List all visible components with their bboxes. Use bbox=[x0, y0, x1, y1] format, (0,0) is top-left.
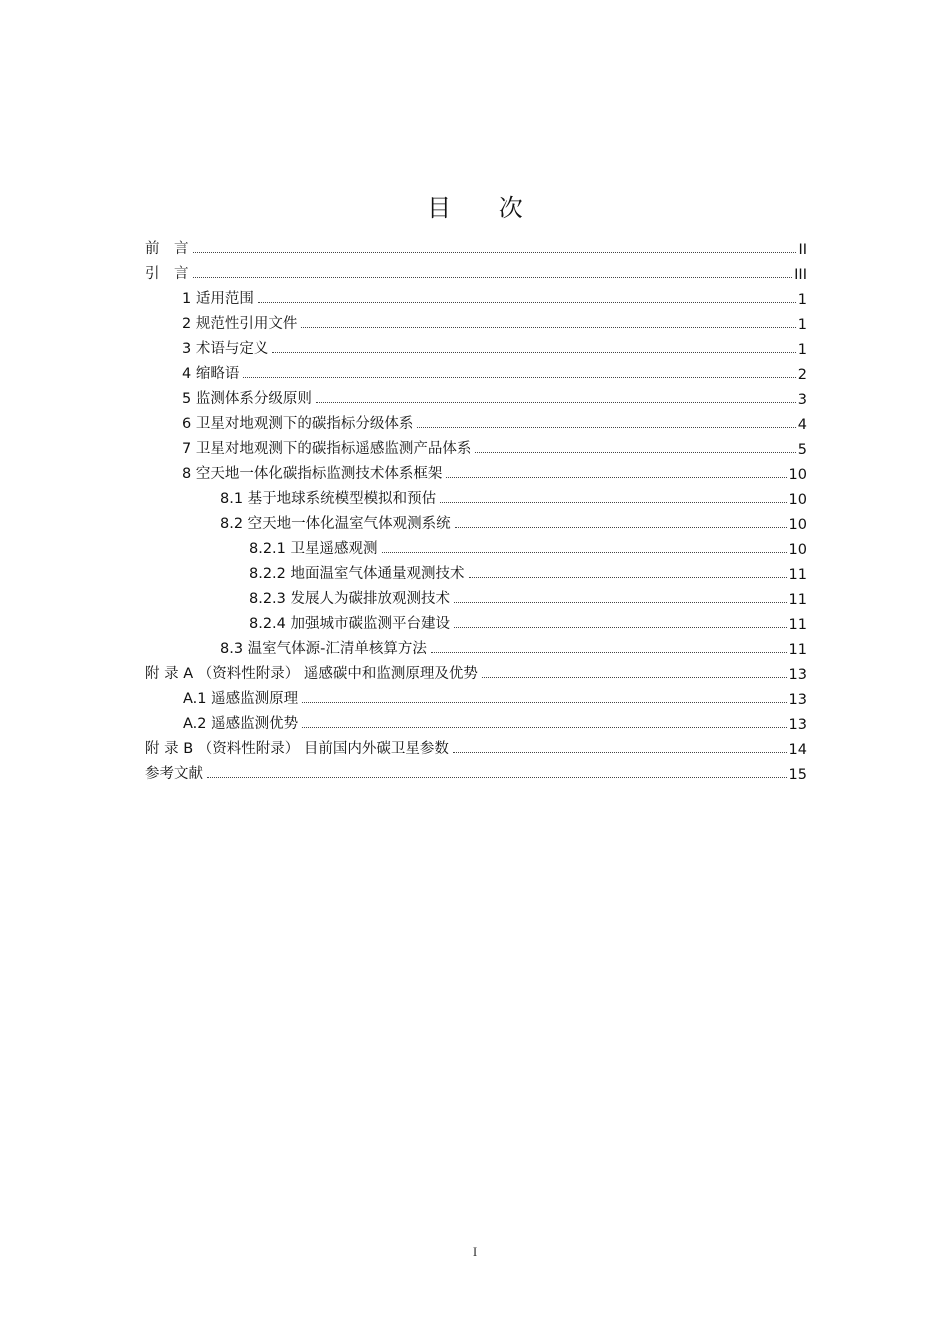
toc-entry-page: II bbox=[798, 242, 807, 258]
toc-entry-label: 6 卫星对地观测下的碳指标分级体系 bbox=[182, 416, 414, 432]
dot-leader bbox=[482, 676, 787, 678]
toc-entry-label: 附 录 A （资料性附录） 遥感碳中和监测原理及优势 bbox=[145, 666, 478, 682]
toc-entry-label: 7 卫星对地观测下的碳指标遥感监测产品体系 bbox=[182, 441, 472, 457]
toc-entry-1[interactable] bbox=[145, 283, 807, 308]
toc-entry-label: 2 规范性引用文件 bbox=[182, 316, 298, 332]
toc-entry-label: 8.1 基于地球系统模型模拟和预估 bbox=[220, 491, 437, 507]
dot-leader bbox=[193, 251, 797, 253]
toc-entry-introduction[interactable] bbox=[145, 258, 807, 283]
toc-entry-label: 8.2.1 卫星遥感观测 bbox=[249, 541, 378, 557]
toc-entry-page: 2 bbox=[797, 367, 807, 383]
page-title: 目 次 bbox=[427, 194, 543, 222]
toc-entry-8-2-2[interactable] bbox=[145, 558, 807, 583]
toc-entry-page: 11 bbox=[788, 617, 807, 633]
page-number: I bbox=[472, 1244, 478, 1259]
toc-entry-label: A.1 遥感监测原理 bbox=[183, 691, 299, 707]
toc-entry-label: 引 言 bbox=[145, 266, 189, 282]
dot-leader bbox=[302, 701, 786, 703]
toc-entry-3[interactable] bbox=[145, 333, 807, 358]
toc-entry-7[interactable] bbox=[145, 433, 807, 458]
toc-entry-page: 11 bbox=[788, 567, 807, 583]
toc-entry-label: 8.2.2 地面温室气体通量观测技术 bbox=[249, 566, 465, 582]
toc-entry-8-3[interactable] bbox=[145, 633, 807, 658]
toc-entry-a-2[interactable] bbox=[145, 708, 807, 733]
toc-entry-page: 10 bbox=[788, 517, 807, 533]
toc-entry-page: 10 bbox=[788, 542, 807, 558]
toc-entry-label: 参考文献 bbox=[145, 766, 203, 782]
toc-entry-8[interactable] bbox=[145, 458, 807, 483]
toc-entry-appendix-b[interactable] bbox=[145, 733, 807, 758]
dot-leader bbox=[207, 776, 787, 778]
dot-leader bbox=[454, 601, 787, 603]
dot-leader bbox=[455, 526, 787, 528]
toc-entry-label: A.2 遥感监测优势 bbox=[183, 716, 299, 732]
dot-leader bbox=[417, 426, 795, 428]
toc-entry-page: 14 bbox=[788, 742, 807, 758]
toc-entry-page: 11 bbox=[788, 592, 807, 608]
dot-leader bbox=[382, 551, 787, 553]
toc-entry-page: 11 bbox=[788, 642, 807, 658]
toc-entry-page: 13 bbox=[788, 717, 807, 733]
toc-entry-references[interactable] bbox=[145, 758, 807, 783]
dot-leader bbox=[272, 351, 795, 353]
toc-entry-page: 15 bbox=[788, 767, 807, 783]
toc-entry-label: 5 监测体系分级原则 bbox=[182, 391, 312, 407]
dot-leader bbox=[316, 401, 796, 403]
dot-leader bbox=[475, 451, 795, 453]
toc-entry-page: 1 bbox=[797, 342, 807, 358]
toc-entry-4[interactable] bbox=[145, 358, 807, 383]
toc-entry-8-1[interactable] bbox=[145, 483, 807, 508]
toc-entry-page: 3 bbox=[797, 392, 807, 408]
toc-entry-foreword[interactable] bbox=[145, 233, 807, 258]
toc-entry-page: 1 bbox=[797, 292, 807, 308]
dot-leader bbox=[440, 501, 786, 503]
toc-entry-page: 13 bbox=[788, 667, 807, 683]
dot-leader bbox=[446, 476, 786, 478]
dot-leader bbox=[301, 326, 795, 328]
toc-entry-appendix-a[interactable] bbox=[145, 658, 807, 683]
toc-entry-page: 10 bbox=[788, 492, 807, 508]
dot-leader bbox=[302, 726, 786, 728]
toc-entry-label: 8.2.4 加强城市碳监测平台建设 bbox=[249, 616, 451, 632]
toc-entry-label: 4 缩略语 bbox=[182, 366, 240, 382]
toc-entry-2[interactable] bbox=[145, 308, 807, 333]
dot-leader bbox=[193, 276, 793, 278]
toc-entry-label: 8.2 空天地一体化温室气体观测系统 bbox=[220, 516, 451, 532]
dot-leader bbox=[469, 576, 787, 578]
toc-entry-page: 13 bbox=[788, 692, 807, 708]
toc-entry-label: 前 言 bbox=[145, 241, 189, 257]
dot-leader bbox=[258, 301, 796, 303]
toc-entry-page: 5 bbox=[797, 442, 807, 458]
toc-entry-label: 1 适用范围 bbox=[182, 291, 254, 307]
dot-leader bbox=[431, 651, 787, 653]
toc-entry-label: 8.3 温室气体源-汇清单核算方法 bbox=[220, 641, 427, 657]
toc-entry-page: 1 bbox=[797, 317, 807, 333]
toc-entry-8-2-1[interactable] bbox=[145, 533, 807, 558]
toc-entry-5[interactable] bbox=[145, 383, 807, 408]
toc-entry-label: 附 录 B （资料性附录） 目前国内外碳卫星参数 bbox=[145, 741, 449, 757]
dot-leader bbox=[454, 626, 787, 628]
table-of-contents bbox=[145, 233, 807, 783]
toc-entry-page: III bbox=[794, 267, 807, 283]
toc-entry-8-2[interactable] bbox=[145, 508, 807, 533]
toc-entry-8-2-4[interactable] bbox=[145, 608, 807, 633]
toc-entry-8-2-3[interactable] bbox=[145, 583, 807, 608]
toc-entry-label: 8.2.3 发展人为碳排放观测技术 bbox=[249, 591, 451, 607]
toc-entry-page: 10 bbox=[788, 467, 807, 483]
toc-entry-page: 4 bbox=[797, 417, 807, 433]
toc-entry-6[interactable] bbox=[145, 408, 807, 433]
dot-leader bbox=[453, 751, 787, 753]
toc-entry-label: 8 空天地一体化碳指标监测技术体系框架 bbox=[182, 466, 443, 482]
dot-leader bbox=[243, 376, 795, 378]
toc-entry-a-1[interactable] bbox=[145, 683, 807, 708]
toc-entry-label: 3 术语与定义 bbox=[182, 341, 269, 357]
